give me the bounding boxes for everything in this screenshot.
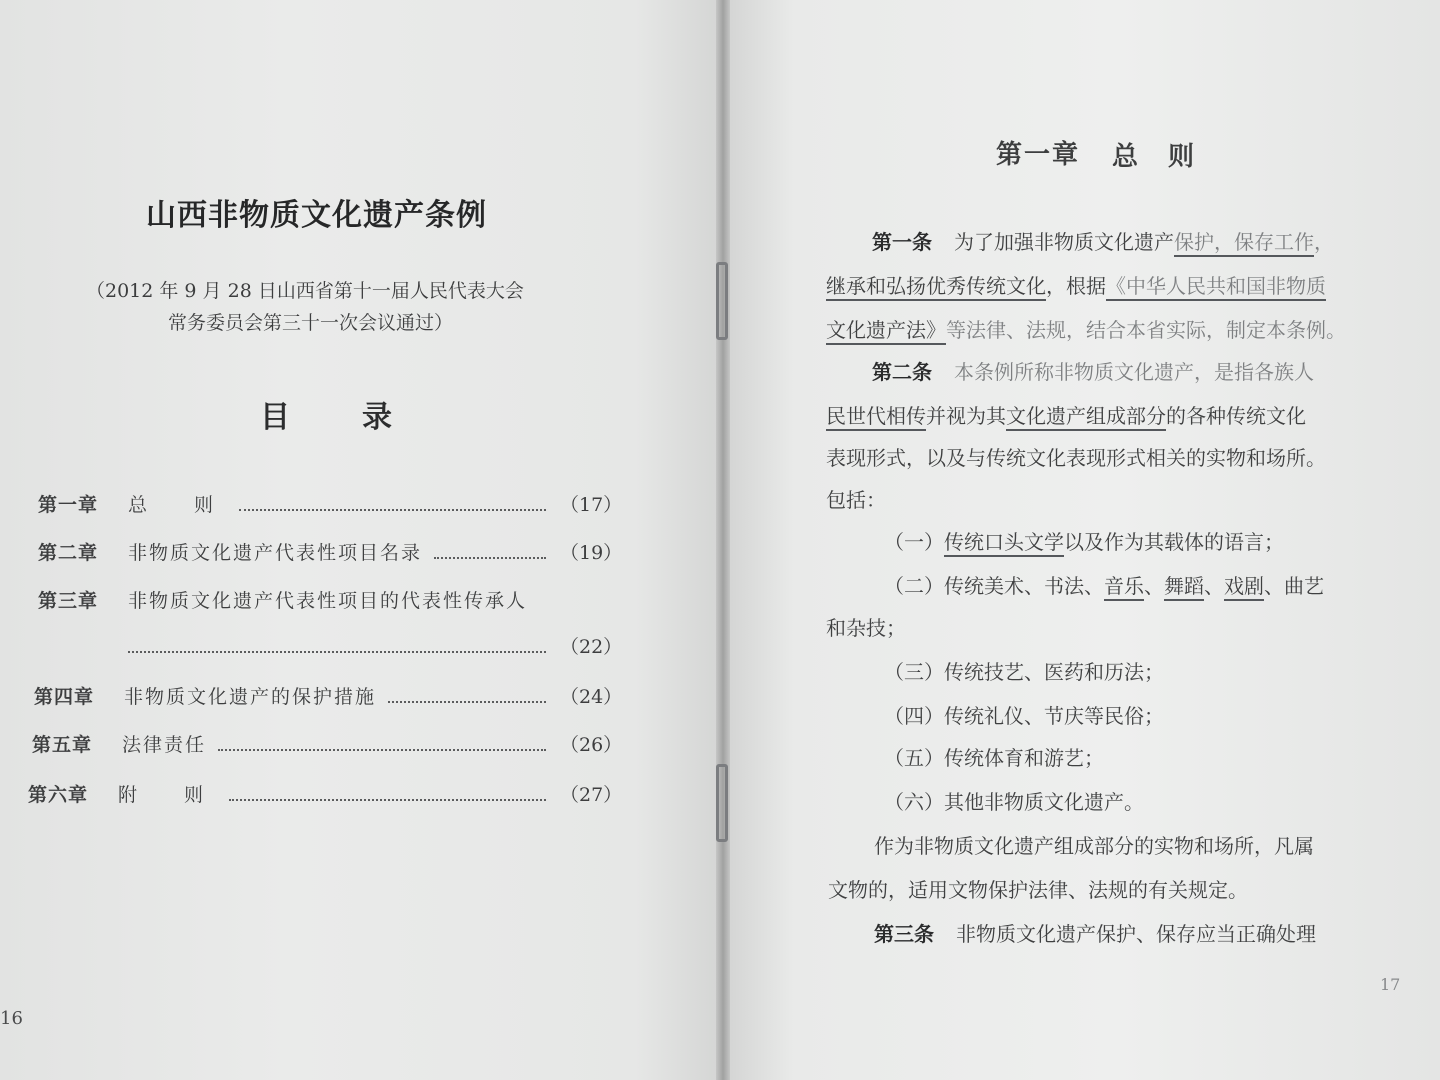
toc-page-number: （19）: [560, 542, 623, 564]
text-span: 、: [1144, 574, 1164, 598]
item-4: （四）传统礼仪、节庆等民俗；: [884, 704, 1164, 728]
toc-chapter-name: 总 则: [128, 494, 228, 516]
toc-chapter: 第一章: [38, 494, 99, 516]
underlined-text: 民世代相传: [826, 404, 926, 431]
text-span: 非物质文化遗产保护、保存应当正确处理: [956, 922, 1316, 946]
text-span: 等法律、法规，结合本省实际，制定本条例。: [946, 318, 1346, 342]
chapter-label: 第一章: [996, 140, 1081, 170]
toc-leader-dots: [388, 701, 546, 703]
right-page-number: 17: [1380, 975, 1401, 994]
toc-chapter: 第三章: [38, 590, 99, 612]
underlined-text: 保护，保存工作: [1174, 230, 1314, 257]
article-2-line-2: [826, 400, 1306, 429]
toc-page-number: （22）: [560, 636, 623, 658]
left-page-number: 16: [0, 1008, 23, 1029]
toc-leader-dots: [229, 799, 546, 801]
adoption-note-line1: （2012 年 9 月 28 日山西省第十一届人民代表大会: [86, 280, 524, 302]
toc-page-number: （24）: [560, 686, 623, 708]
article-1-line-1: [872, 226, 1334, 255]
article-1-label: 第一条: [872, 230, 932, 254]
toc-chapter-name: 非物质文化遗产代表性项目名录: [128, 542, 423, 564]
toc-page-number: （17）: [560, 494, 623, 516]
toc-chapter-name: 法律责任: [122, 734, 207, 756]
toc-row-5[interactable]: [32, 730, 623, 757]
toc-row-3[interactable]: [38, 586, 616, 613]
text-span: 并视为其: [926, 404, 1006, 428]
toc-row-1[interactable]: [38, 490, 623, 517]
item-1: [884, 526, 1284, 555]
toc-chapter: 第二章: [38, 542, 99, 564]
toc-chapter: 第六章: [28, 784, 89, 806]
toc-leader-dots: [128, 651, 546, 653]
underlined-text: 《中华人民共和国非物质: [1106, 274, 1326, 301]
text-span: ，: [1314, 230, 1334, 254]
text-span: 、曲艺: [1264, 574, 1324, 598]
item-3: （三）传统技艺、医药和历法；: [884, 660, 1164, 684]
toc-heading-part1: 目: [260, 400, 290, 435]
underlined-text: 戏剧: [1224, 574, 1264, 601]
text-span: （二）传统美术、书法、: [884, 574, 1104, 598]
toc-leader-dots: [239, 509, 546, 511]
article-2-label: 第二条: [872, 360, 932, 384]
document-title: 山西非物质文化遗产条例: [146, 198, 487, 233]
toc-row-2[interactable]: [38, 538, 623, 565]
toc-leader-dots: [218, 749, 546, 751]
chapter-title: 总则: [1112, 142, 1225, 172]
text-span: 本条例所称非物质文化遗产，是指各族人: [954, 360, 1314, 384]
adoption-note-line2: 常务委员会第三十一次会议通过）: [168, 312, 454, 334]
toc-chapter-name: 非物质文化遗产代表性项目的代表性传承人: [128, 590, 528, 612]
article-2-line-1: [872, 356, 1314, 385]
article-3-line-1: [874, 918, 1316, 947]
paragraph-tail-line-2: 文物的，适用文物保护法律、法规的有关规定。: [828, 878, 1248, 902]
article-2-line-3: 表现形式，以及与传统文化表现形式相关的实物和场所。: [826, 446, 1326, 470]
toc-row-4[interactable]: [34, 682, 623, 709]
item-6: （六）其他非物质文化遗产。: [884, 790, 1144, 814]
text-span: （一）: [884, 530, 944, 554]
article-1-line-3: [826, 314, 1346, 343]
text-span: 为了加强非物质文化遗产: [954, 230, 1174, 254]
item-5: （五）传统体育和游艺；: [884, 746, 1104, 770]
text-span: 、: [1204, 574, 1224, 598]
item-2-line-1: [884, 570, 1324, 599]
text-span: 的各种传统文化: [1166, 404, 1306, 428]
text-span: ，根据: [1046, 274, 1106, 298]
toc-page-number: （27）: [560, 784, 623, 806]
toc-chapter: 第五章: [32, 734, 93, 756]
underlined-text: 音乐: [1104, 574, 1144, 601]
staple-bottom: [716, 764, 728, 842]
book-gutter: [716, 0, 730, 1080]
item-2-line-2: 和杂技；: [826, 616, 906, 640]
toc-leader-dots: [434, 557, 546, 559]
underlined-text: 传统口头文学: [944, 530, 1064, 557]
underlined-text: 继承和弘扬优秀传统文化: [826, 274, 1046, 301]
toc-chapter: 第四章: [34, 686, 95, 708]
article-3-label: 第三条: [874, 922, 934, 946]
staple-top: [716, 262, 728, 340]
toc-row-3-continuation[interactable]: [128, 632, 623, 659]
underlined-text: 舞蹈: [1164, 574, 1204, 601]
underlined-text: 文化遗产法》: [826, 318, 946, 345]
toc-chapter-name: 附 则: [118, 784, 218, 806]
toc-row-6[interactable]: [28, 780, 623, 807]
underlined-text: 文化遗产组成部分: [1006, 404, 1166, 431]
paragraph-tail-line-1: 作为非物质文化遗产组成部分的实物和场所，凡属: [874, 834, 1314, 858]
article-1-line-2: [826, 270, 1326, 299]
toc-heading-part2: 录: [362, 400, 392, 435]
toc-page-number: （26）: [560, 734, 623, 756]
article-2-line-4: 包括：: [826, 488, 886, 512]
text-span: 以及作为其载体的语言；: [1064, 530, 1284, 554]
toc-chapter-name: 非物质文化遗产的保护措施: [124, 686, 377, 708]
